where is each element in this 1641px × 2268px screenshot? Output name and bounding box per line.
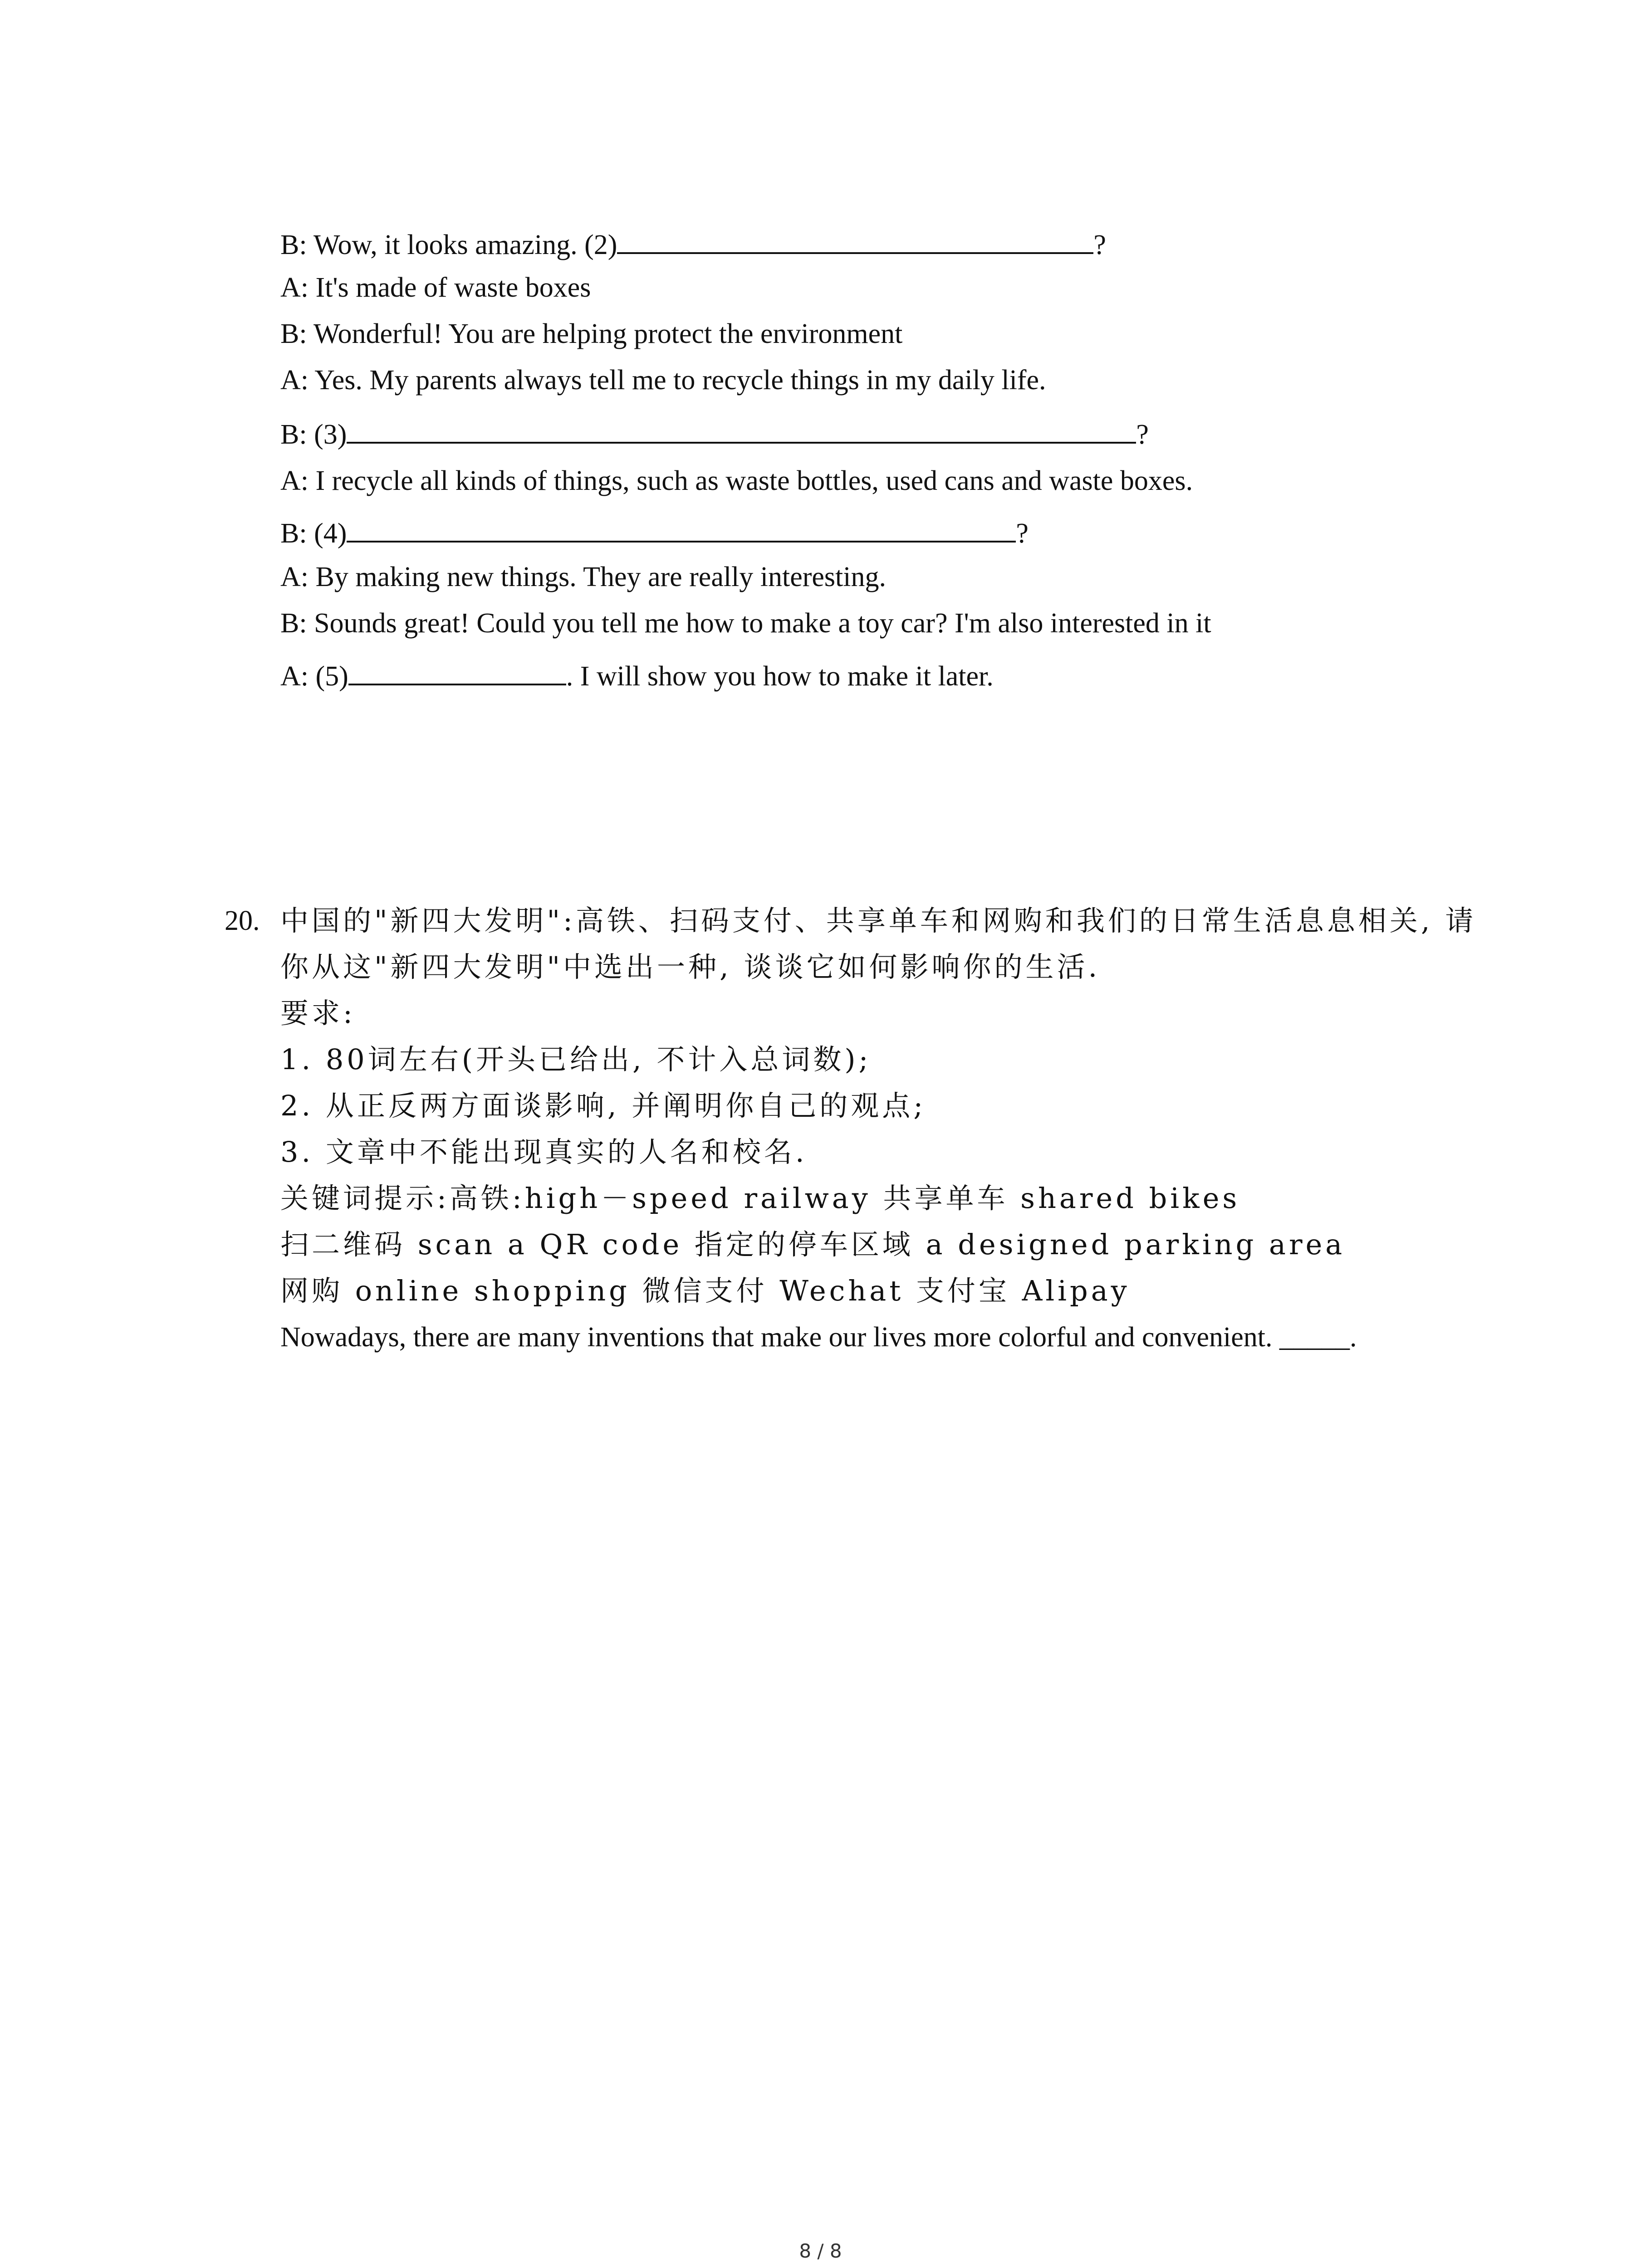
dialogue-text: B: Wow, it looks amazing. (2) (280, 230, 617, 260)
keywords-line-1: 关键词提示:高铁:high－speed railway 共享单车 shared bikes (280, 1182, 1240, 1215)
dialogue-text: B: (4) (280, 518, 347, 549)
dialogue-text: B: (3) (280, 419, 347, 450)
keywords-line-2: 扫二维码 scan a QR code 指定的停车区域 a designed parking area (280, 1228, 1346, 1261)
dialogue-line-4: A: Yes. My parents always tell me to recycle things in my daily life. (280, 365, 1046, 396)
page-number: 8 / 8 (799, 2240, 842, 2262)
question-mark: ? (1136, 419, 1149, 450)
dialogue-text-end: . I will show you how to make it later. (566, 661, 994, 692)
requirement-3: 3. 文章中不能出现真实的人名和校名. (280, 1135, 808, 1168)
requirement-1: 1. 80词左右(开头已给出, 不计入总词数); (280, 1043, 872, 1076)
essay-starter: Nowadays, there are many inventions that make our lives more colorful and convenient. _____. (280, 1322, 1357, 1353)
keywords-line-3: 网购 online shopping 微信支付 Wechat 支付宝 Alipay (280, 1274, 1130, 1307)
question-number: 20. (225, 905, 260, 936)
dialogue-line-8: A: By making new things. They are really interesting. (280, 562, 886, 592)
requirement-2: 2. 从正反两方面谈影响, 并阐明你自己的观点; (280, 1089, 926, 1122)
requirements-heading: 要求: (280, 997, 356, 1030)
dialogue-line-2: A: It's made of waste boxes (280, 272, 591, 303)
dialogue-line-3: B: Wonderful! You are helping protect the environment (280, 318, 903, 349)
dialogue-line-9: B: Sounds great! Could you tell me how to make a toy car? I'm also interested in it (280, 608, 1211, 639)
dialogue-line-5 (280, 413, 1149, 453)
dialogue-text: A: (5) (280, 661, 348, 692)
dialogue-line-10 (280, 655, 994, 694)
dialogue-line-1 (280, 223, 1106, 263)
dialogue-line-7 (280, 512, 1029, 552)
answer-blank-5[interactable] (348, 655, 566, 685)
question-mark: ? (1093, 230, 1106, 260)
question-prompt-line-2: 你从这"新四大发明"中选出一种, 谈谈它如何影响你的生活. (280, 950, 1101, 983)
question-prompt-line-1: 中国的"新四大发明":高铁、扫码支付、共享单车和网购和我们的日常生活息息相关, 请 (280, 904, 1477, 937)
answer-blank-4[interactable] (347, 512, 1016, 543)
answer-blank-3[interactable] (347, 413, 1136, 444)
dialogue-line-6: A: I recycle all kinds of things, such as waste bottles, used cans and waste boxes. (280, 465, 1193, 496)
question-mark: ? (1016, 518, 1029, 549)
answer-blank-2[interactable] (617, 223, 1093, 254)
